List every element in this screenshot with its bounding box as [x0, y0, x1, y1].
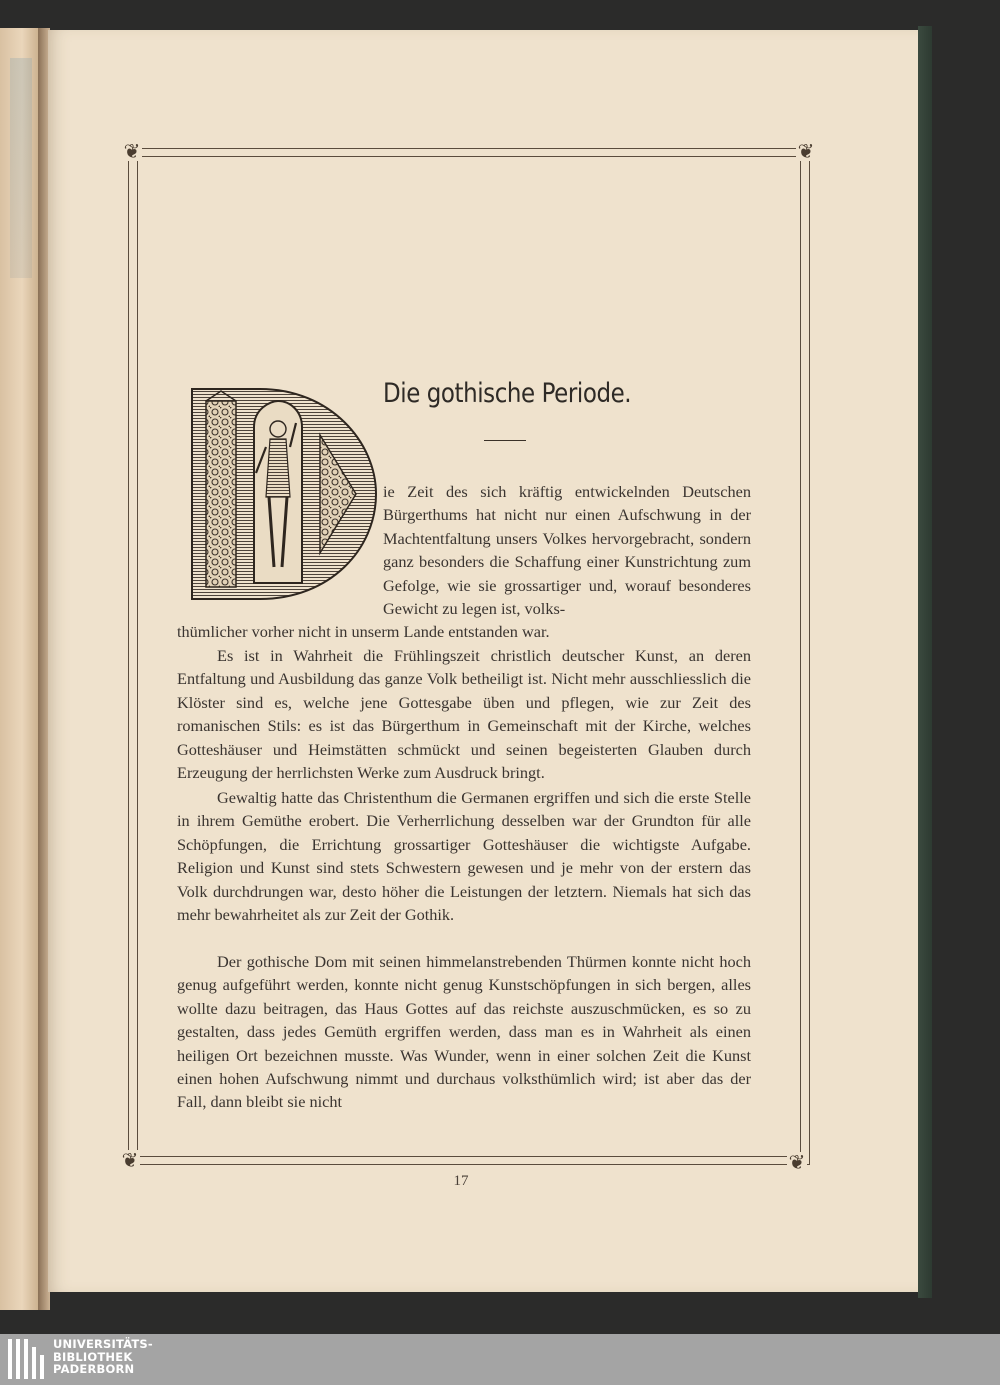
library-name-line-1: UNIVERSITÄTS-: [53, 1337, 153, 1351]
page-number: 17: [453, 1173, 469, 1189]
corner-ornament-top-left: ❦: [123, 139, 141, 163]
library-name-line-2: BIBLIOTHEK: [53, 1349, 133, 1364]
corner-ornament-bottom-left: ❦: [121, 1148, 139, 1172]
library-name-line-3: PADERBORN: [53, 1362, 135, 1376]
paragraph-1-opening: ie Zeit des sich kräftig entwickelnden Deutschen Bürgerthums hat nicht nur einen Aufschwung in der Machtentfaltung unsers Volkes hervorgebracht, sondern ganz besonders die Schaffung einer Kunstrichtung zum Gefolge, wie sie grossartiger und, worauf besonderes Gewicht zu legen ist, volks-: [383, 482, 751, 619]
left-page-edge: [0, 28, 41, 1310]
dropcap-illustration: [190, 387, 378, 601]
library-name: [53, 1338, 153, 1376]
paragraph-2: Es ist in Wahrheit die Frühlingszeit christlich deutscher Kunst, an deren Entfaltung und Ausbildung das ganze Volk betheiligt ist. Nicht mehr ausschliesslich die Klöster sind es, welche jene Gottesgabe üben und pflegen, wie zur Zeit des romanischen Stils: es ist das Bürgerthum in Gemeinschaft mit der Kirche, welches Gotteshäuser und Heimstätten schmückt und seinen begeisterten Glauben durch Erzeugung der herrlichsten Werke zum Ausdruck bringt.: [177, 646, 751, 783]
corner-ornament-top-right: ❦: [797, 139, 815, 163]
corner-ornament-bottom-right: ❦: [788, 1150, 806, 1174]
chapter-title: Die gothische Periode.: [383, 378, 632, 409]
paragraph-3: Gewaltig hatte das Christenthum die Germanen ergriffen und sich die erste Stelle in ihrem Gemüthe erobert. Die Verherrlichung desselben war der Grundton für alle Schöpfungen, die Errichtung grossartiger Gotteshäuser die wichtigste Aufgabe. Religion und Kunst sind stets Schwestern gewesen und je mehr von der erstern das Volk durchdrungen war, desto höher die Leistungen der letztern. Niemals hat sich das mehr bewahrheitet als zur Zeit der Gothik.: [177, 788, 751, 925]
paragraph-4: Der gothische Dom mit seinen himmelanstrebenden Thürmen konnte nicht hoch genug aufgeführt werden, konnte nicht genug Kunstschöpfungen in sich bergen, alles wollte dazu beitragen, das Haus Gottes auf das reichste auszuschmücken, es so zu gestalten, dass jedes Gemüth ergriffen werden, dass man es in Wahrheit als einen heiligen Ort bezeichnen musste. Was Wunder, wenn in einer solchen Zeit die Kunst einen hohen Aufschwung nimmt und durchaus volksthümlich wird; ist aber das der Fall, dann bleibt sie nicht: [177, 952, 751, 1112]
title-rule: [484, 440, 526, 441]
book-cover-edge: [918, 26, 932, 1298]
paragraph-1-continuation: thümlicher vorher nicht in unserm Lande entstanden war.: [177, 622, 550, 641]
library-logo-icon: [6, 1337, 46, 1381]
left-page-stain: [10, 58, 32, 278]
library-watermark-bar: [0, 1334, 1000, 1385]
